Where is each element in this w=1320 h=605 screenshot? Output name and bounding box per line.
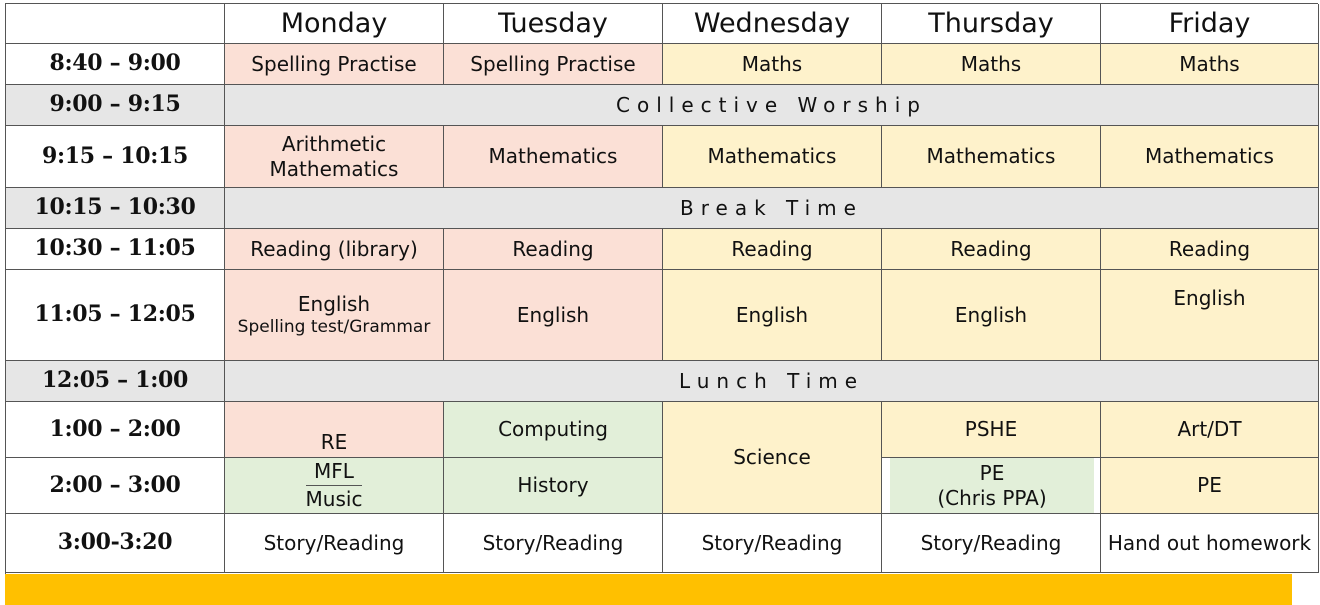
lesson-cell: Spelling Practise <box>225 44 444 85</box>
lesson-cell: Reading <box>1101 229 1319 270</box>
day-header-thursday: Thursday <box>882 4 1101 44</box>
lesson-cell: Maths <box>663 44 882 85</box>
lesson-line: Music <box>305 487 363 511</box>
day-header-monday: Monday <box>225 4 444 44</box>
lesson-cell: Reading (library) <box>225 229 444 270</box>
lesson-line: MFL <box>314 459 354 483</box>
corner-cell <box>6 4 225 44</box>
lesson-cell: Reading <box>882 229 1101 270</box>
collective-worship-banner: Collective Worship <box>225 85 1319 126</box>
lesson-line: Mathematics <box>269 156 399 181</box>
time-cell: 11:05 – 12:05 <box>6 270 225 361</box>
lesson-line: (Chris PPA) <box>937 485 1047 510</box>
lesson-cell: Story/Reading <box>444 514 663 573</box>
lesson-cell: PE <box>1101 458 1319 514</box>
lesson-cell: Story/Reading <box>882 514 1101 573</box>
lesson-line: English <box>297 291 371 316</box>
lesson-cell: English <box>444 270 663 361</box>
lesson-cell <box>882 458 1101 514</box>
time-cell: 3:00-3:20 <box>6 514 225 573</box>
day-header-wednesday: Wednesday <box>663 4 882 44</box>
lesson-cell <box>225 270 444 361</box>
lesson-cell: Mathematics <box>444 126 663 188</box>
lesson-cell: Spelling Practise <box>444 44 663 85</box>
lesson-cell: Mathematics <box>882 126 1101 188</box>
timetable <box>5 3 1318 574</box>
time-cell: 9:00 – 9:15 <box>6 85 225 126</box>
footer-bar <box>5 574 1292 605</box>
lesson-cell: RE <box>225 402 444 458</box>
break-time-banner: Break Time <box>225 188 1319 229</box>
lesson-cell: Reading <box>663 229 882 270</box>
lesson-line: PE <box>979 460 1005 485</box>
lesson-cell <box>225 458 444 514</box>
time-cell: 8:40 – 9:00 <box>6 44 225 85</box>
lesson-cell: Art/DT <box>1101 402 1319 458</box>
time-cell: 1:00 – 2:00 <box>6 402 225 458</box>
lesson-cell: Reading <box>444 229 663 270</box>
lesson-cell: History <box>444 458 663 514</box>
lesson-cell: English <box>1101 270 1319 361</box>
time-cell: 10:30 – 11:05 <box>6 229 225 270</box>
lesson-cell: Computing <box>444 402 663 458</box>
time-cell: 9:15 – 10:15 <box>6 126 225 188</box>
lesson-cell: English <box>882 270 1101 361</box>
lesson-cell: Story/Reading <box>663 514 882 573</box>
time-cell: 2:00 – 3:00 <box>6 458 225 514</box>
lesson-cell: Hand out homework <box>1101 514 1319 573</box>
lesson-line: Spelling test/Grammar <box>237 316 431 337</box>
lesson-cell: English <box>663 270 882 361</box>
lesson-cell: Science <box>663 402 882 514</box>
lesson-cell: Story/Reading <box>225 514 444 573</box>
pe-block <box>890 458 1094 513</box>
day-header-tuesday: Tuesday <box>444 4 663 44</box>
time-cell: 12:05 – 1:00 <box>6 361 225 402</box>
day-header-friday: Friday <box>1101 4 1319 44</box>
lesson-cell <box>225 126 444 188</box>
lunch-time-banner: Lunch Time <box>225 361 1319 402</box>
lesson-cell: Mathematics <box>1101 126 1319 188</box>
lesson-cell: Maths <box>1101 44 1319 85</box>
time-cell: 10:15 – 10:30 <box>6 188 225 229</box>
lesson-cell: Maths <box>882 44 1101 85</box>
lesson-line: Arithmetic <box>281 131 387 156</box>
lesson-cell: Mathematics <box>663 126 882 188</box>
lesson-cell: PSHE <box>882 402 1101 458</box>
